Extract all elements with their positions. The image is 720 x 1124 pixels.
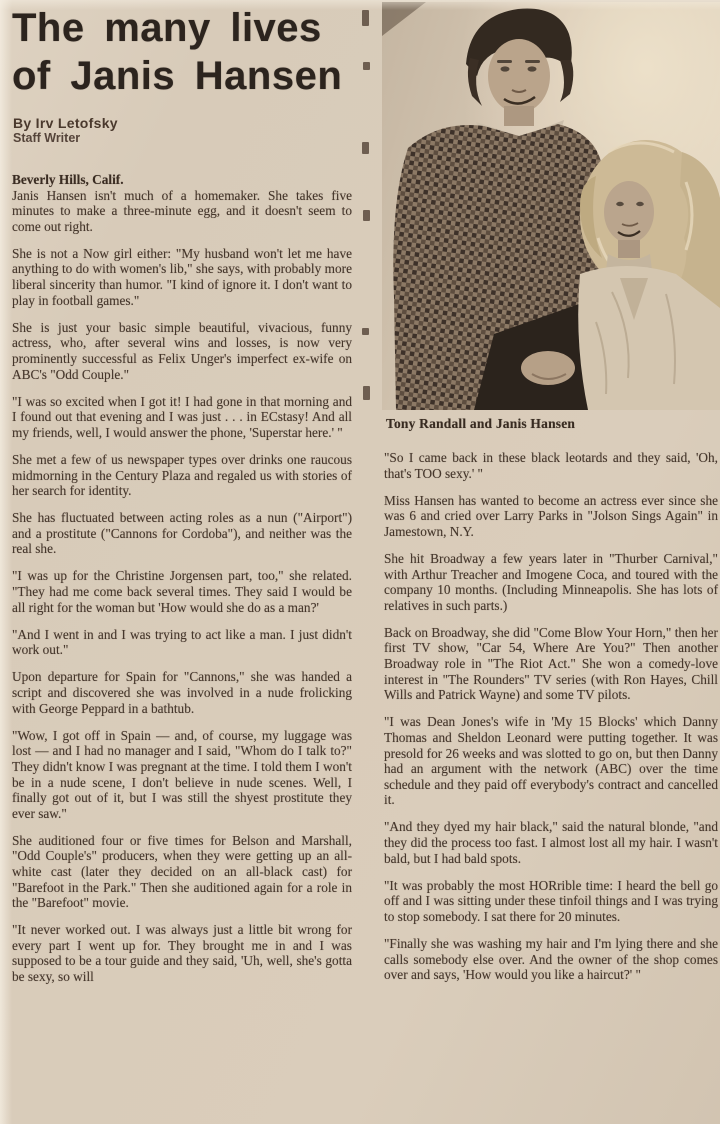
paragraph: "And I went in and I was trying to act like a man. I just didn't work out." [12,626,352,658]
paragraph: She is just your basic simple beautiful, vivacious, funny actress, who, after several wins and losses, is now very prominently successful as Felix Unger's imperfect ex-wife on ABC's "Odd Couple." [12,319,352,382]
scan-artifact [363,386,370,400]
scan-artifact [363,210,370,221]
paragraph: "Finally she was washing my hair and I'm lying there and she calls somebody else over. And the owner of the shop comes over and says, 'How would you like a haircut?' " [384,935,718,983]
paragraph: Miss Hansen has wanted to become an actress ever since she was 6 and cried over Larry Parks in "Jolson Sings Again" in Jamestown, N.Y. [384,492,718,539]
paragraph: "It never worked out. I was always just a little bit wrong for every part I went up for. They brought me in and I was supposed to be a tour guide and they said, 'Uh, well, she's gotta be sexy, so will [12,922,352,985]
dateline: Beverly Hills, Calif. [12,172,124,187]
photo-illustration [382,2,720,410]
left-column [12,172,352,996]
paragraph: Janis Hansen isn't much of a homemaker. She takes five minutes to make a three-minute egg, and it doesn't seem to come out right. [12,187,352,234]
article-headline [12,4,362,100]
article-photo [382,2,720,410]
paragraph: She auditioned four or five times for Belson and Marshall, "Odd Couple's" producers, when they were getting up an all-white cast (later they decided on an all-black cast) for "Barefoot in the Park." Then she auditioned again for a role in the "Barefoot" movie. [12,832,352,911]
right-column [384,450,718,994]
paragraph: "So I came back in these black leotards and they said, 'Oh, that's TOO sexy.' " [384,450,718,481]
scan-artifact [362,328,369,335]
headline-line-1: The many lives [12,6,322,50]
paragraph: "And they dyed my hair black," said the natural blonde, "and they did the process too fast. I almost lost all my hair. I wasn't bald, but I had bald spots. [384,819,718,866]
paragraph: She met a few of us newspaper types over drinks one raucous midmorning in the Century Plaza and regaled us with stories of her search for identity. [12,451,352,499]
byline-author: By Irv Letofsky [13,115,118,131]
paragraph: "I was Dean Jones's wife in 'My 15 Blocks' which Danny Thomas and Sheldon Leonard were putting together. It was presold for 26 weeks and was slotted to go on, but then Danny had an argument with the network (ABC) over the time schedule and they paid off everybody's contract and cancelled it. [384,714,718,808]
paragraph: Back on Broadway, she did "Come Blow Your Horn," then her first TV show, "Car 54, Where Are You?" Then another Broadway role in "The Riot Act." She won a comedy-love interest in "The Rounders" TV series (with Ron Hayes, Chill Wills and Patrick Wayne) and some TV pilots. [384,624,718,703]
paragraph: She hit Broadway a few years later in "Thurber Carnival," with Arthur Treacher and Imogene Coca, and toured with the company 10 months. (Including Minneapolis. She has lots of relatives in such parts.) [384,550,718,613]
paragraph: "I was so excited when I got it! I had gone in that morning and I found out that evening and I was just . . . in ECstasy! And all my friends, well, I would answer the phone, 'Superstar here.' " [12,393,352,440]
scan-artifact [362,10,369,26]
scan-artifact [363,62,370,70]
scan-artifact [362,142,369,154]
byline-block [13,116,118,145]
headline-line-2: of Janis Hansen [12,54,343,98]
byline-role: Staff Writer [13,131,81,145]
paragraph: Upon departure for Spain for "Cannons," she was handed a script and discovered she was involved in a nude frolicking with George Peppard in a bathtub. [12,669,352,716]
paragraph: "Wow, I got off in Spain — and, of course, my luggage was lost — and I had no manager and I said, "Whom do I talk to?" They didn't know I was pregnant at the time. I told them I won't be in a nude scene, I don't believe in nude scenes. Well, I finally got out of it, but I was still the shyest prostitute they ever saw." [12,727,352,821]
paragraph: "I was up for the Christine Jorgensen part, too," she related. "They had me come back several times. They said I would be all right for the woman but 'How would she do as a man?' [12,568,352,615]
photo-caption: Tony Randall and Janis Hansen [386,416,576,431]
paragraph: "It was probably the most HORrible time: I heard the bell go off and I was sitting under these tinfoil things and I was trying to stop somebody. I sat there for 20 minutes. [384,877,718,924]
paragraph: She has fluctuated between acting roles as a nun ("Airport") and a prostitute ("Cannons for Cordoba"), and neither was the real she. [12,510,352,557]
paragraph: She is not a Now girl either: "My husband won't let me have anything to do with women's lib," she says, with probably more liberal sincerity than humor. "I kind of ignore it. I don't want to play in football games." [12,245,352,308]
